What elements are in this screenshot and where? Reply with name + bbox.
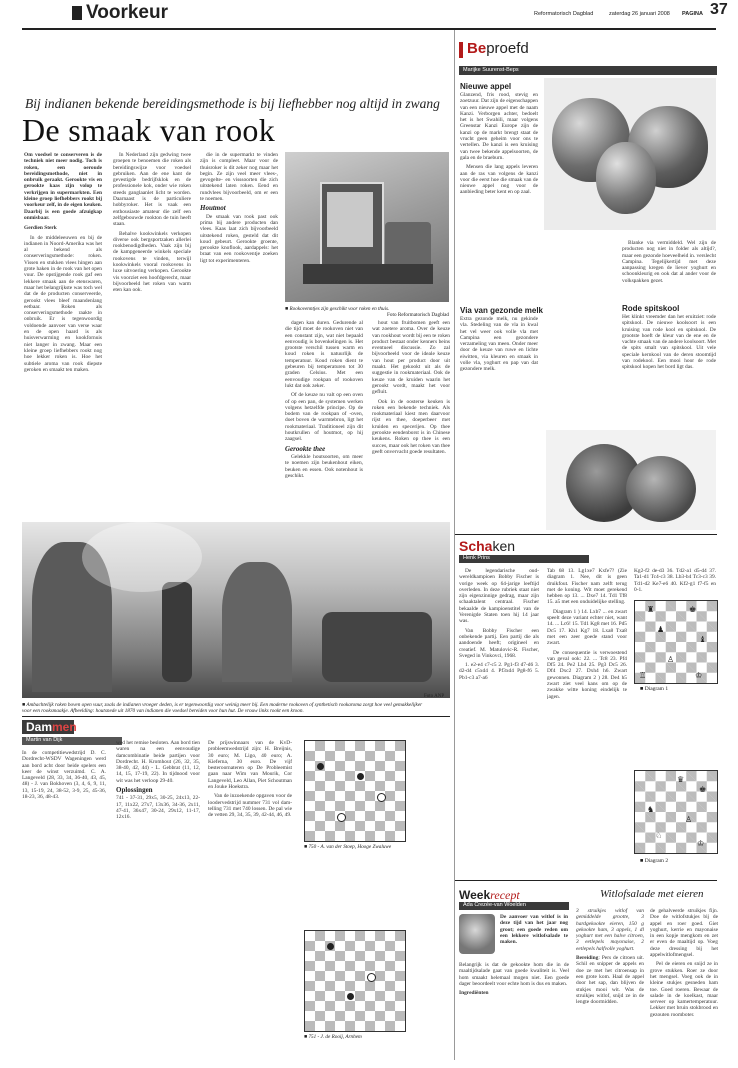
schaken-column-1: De legendarische oud-wereldkampioen Bobby Fischer is vorige week op 64-jarige leeftijd overleden. In deze rubriek staat niet zijn eigenzinnige gedrag, maar zijn schaaktalent centraal. Fischer bekaalde de kampioenstitel van de Verenigde Staten toen hij 14 jaar was. Van Bobby Fischer een onbekende partij. Een partij die als aandoende heeft; origineel en creatief. M. Matulovic-R. Fischer, Sveged in Vinkovci, 1968. 1. e2-e4 c7-c5 2. Pg1-f3 d7-d6 3. d2-d4 c5xd4 4. Pf3xd4 Pg8-f6 5. Pb1-c3 a7-a6 (459, 568, 539, 681)
recipe-title: Witlofsalade met eieren (600, 888, 704, 900)
draughts-piece-icon (327, 943, 334, 950)
feature-subhead-houtmot: Houtmot (200, 204, 226, 213)
beproefd-byline-bar: Marijke Suurenst-Beps (459, 66, 717, 75)
feature-body-2: In Nederland zijn gedwing twee groepen te benoemen die roken als bereidingswijze voor voedsel gebruiken. Aan de ene kant de gevestigde bedrijfsklok en de professionele kok, onder wie roken steeds ganglaanlet licht te worden. Daarnaast is de particuliere hobbyroker. Het is vaak een enthousiaste amateur die zelf een zelfgebouwde rookton de tuin heeft staan. (113, 152, 191, 228)
weekrecept-byline: Ada Crezée-van Woelden (459, 902, 569, 910)
section-title: Voorkeur (86, 2, 169, 23)
apples-photo (544, 78, 716, 230)
feature-body-2b: Behalve kookwinkels verkopen diverse ook bergsportzaken allerlei rookbenodigdheden. Vaak zijn bij de kampgeneerde winkels speciale rookovens te vinden, terwijl kookwinkels vooral rookovens in luxe uitvoering verkopen. Gerookte vis voorziet een hoofdgerecht, maar bijvoorbeeld het roken van warm eten kan ook. (113, 230, 191, 294)
indian-engraving-photo (22, 522, 450, 698)
caption-bullet-icon: ■ (304, 1034, 309, 1040)
caption-bullet-icon: ■ (640, 858, 645, 864)
schaken-title-b: ken (492, 538, 516, 554)
chess-piece-icon: ♜ (647, 605, 655, 614)
masthead (0, 0, 738, 28)
recipe-dish-photo (459, 914, 495, 954)
beproefd-subhead-kool: Rode spitskool (622, 304, 680, 313)
feature-body-1: In de middeleeuwen en bij de indianen in Noord-Amerika was het al bekend als conserveringsmethode: roken. Vissen en stukken vlees hingen aan grote haken in de rook van het open vuur. De opstijgende rook gaf een lekkere smaak aan de etenswaren, maar het belangrijkste was toch wel dat de de producten conserveerde, gerookt vlees bleef maandenlang eetbaar. Roken als conserveringsmethode raakte in onbruik. Er is tegenwoordig voldoende aanvoer van verse waar en de open haard is als huisverwarming en kookfornuis niet langer in zwang. Maar een kleine groep liefhebbers rookt nog hoe lekker roken is. Hoe het subtiele aroma van rook diepste geroken en smaakt ten maken. (24, 234, 102, 373)
feature-body-4: dagen kan duren. Gedurende al die tijd moet de rookoven niet van een constant zijn, wat niet bepaald eenvoudig is bovenkelingen is. Het grootste verschil tussen warm en koud roken is natuurlijk de temperatuur. Koud roken dient te gebeuren bij temperaturen tot 30 graden Celsius. Met een eenvoudige rookpan of rookoven lukt dat ook zeker. (285, 320, 363, 389)
draughts-board-2 (304, 930, 406, 1032)
feature-lead: Om voedsel te conserveren is de techniek niet meer nodig. Toch is roken, een oeroude bereidingsmethode, niet in onbruik geraakt. Gerookte vis en gerookte kaas zijn volop te verkrijgen in supermarkten. Een kleine groep liefhebbers rookt bij voorkeur zelf, in de eigen keuken. Daarbij is een goede afzuigkap onmisbaar. (24, 152, 102, 221)
beproefd-header (459, 28, 717, 60)
beproefd-text-kool: Het klinkt vreemder dan het eruitziet: rode spitskool. De nieuwe koolsoort is een kruising van rode kool en spitskool. De grootste hoeft de kleur van de ene en de vachte smaak van de andere koolsoort. Met de spits smalt van spitskool. Uit vele speciale kernkool van de deren stoomtijd van rodekool. Een mooi hoor de rode spitskool kopen het bord ligt das. (622, 314, 716, 371)
feature-body-3b: De smaak van rook past ook prima bij andere producten dan vlees. Kaas laat zich bijvoorbeeld uitstekend roken, gesteld dat dit koud gebeurt. Gerookte groente, gerookte knoflook, aardappels: het braat van een rookoventje zoeken ligt tot experimenteren. (200, 213, 278, 264)
weekrecept-title-b: recept (490, 888, 520, 902)
draughts-piece-icon (337, 813, 346, 822)
recipe-column-3: de gehalveerde struikjes fijn. Doe de witlofstukjes bij de appel en roer goed. Giet yoghurt, kerrie en mayonaise in een kopje mengkom en zet er even de maaltijd op. Voeg deze dressing bij het appelwitlofmengsel. Pel de eieren en snijd ze in grove stukken. Roer ze door het mengsel. Voeg ook de in kleine stukjes gesneden ham toe. Goed roeren. Bewaar de salade in de koelkast, maar serveer op kamertemperatuur. Lekker met bruin stokbrood en gezouten roomboter. (650, 908, 718, 1018)
draughts-piece-icon (367, 973, 376, 982)
chess-piece-icon: ♚ (699, 785, 707, 794)
column-divider (454, 30, 455, 1060)
schaken-column-2: Tab 68 13. Lg1xe7 Kxfe7? (Zie diagram 1. Nee, dit is geen druikfout. Fischer nam zelft terug met de koning. Wit moet gerekend hebben op 13. ... Dxe7 14. Td1 Tf8 15. a5 met een onduidelijke stelling. Diagram 1 ) 14. Lxb7 ... en zwart speelt deze variant echter niet, want 14. ... Lc6! 15. Td1 Kg8 met 16. Pd5 Dc5 17. Kh1 Kg7 18. Lxa8 Txa8 met een zeer goede stand voor zwart. De consequentie is verwoestend van geval ook: 22. ... Tc8 23. Pf4 Df5 24. Pe2 Lb4 25. Pg3 Dc5 26. Df4 Dxc2 27. Dxh4 h6. Zwart gewonnen. Diagram 2 ) 28. De4 h5 zwart ziet veel kans om op de zwakke witte koning eindelijk te jagen. (547, 568, 627, 700)
feature-column-5 (372, 320, 450, 520)
dammen-column-3: De prijswinnaars van de KvD-probleemwedstrijd zijn: H. Breijnis, 30 euro; M. Ligo, 40 euro; A. Kieferna, 30 euro. De vijf besteroornateren op De Probleemist gaan naar Wim van Mourik, Cor Langeveld, Leo Allan, Piet Schoutman en Jouke Hoekstra. Van de inzoekende opgaven voor de loodervedstrijd nummer 731 vol dam-telling 731 met 740 lossen. De pal wie de vetten 29, 34, 35, 39, 42-44, 46, 49. (208, 740, 292, 819)
beproefd-subhead-vla: Via van gezonde melk (460, 306, 543, 315)
chess-diagram-1-label: ■ Diagram 1 (640, 686, 669, 692)
chess-piece-icon: ♚ (689, 605, 697, 614)
masthead-marker (72, 6, 82, 20)
dammen-byline: Martin van Dijk (22, 737, 122, 745)
smoke-oven-caption: ■ Rookovenntjes zijn geschikt voor roken en thuis. Foto Reformatorisch Dagblad (285, 306, 449, 318)
chess-piece-icon: ♛ (677, 775, 685, 784)
caption-bullet-icon: ■ (22, 702, 27, 708)
caption-bullet-icon: ■ (640, 686, 645, 692)
dammen-column-1: In de competitiewedstrijd D. C. Dordrecht-WSDV Wageningen werd aan bord acht door beide spelers een keer de winst verzuimd. C. A. Langeveld (28, 33, 34, 36-40, 43, 45, 48) - J. van Bokhoven (3, 4, 6, 9, 11, 13, 15-19, 24, 38-52, 3-9, 25, 45-36, 18-23, 36, 48-43. (22, 750, 106, 801)
caption-bullet-icon: ■ (285, 306, 290, 312)
draughts-piece-icon (347, 993, 354, 1000)
draughts-piece-icon (377, 793, 386, 802)
schaken-title-a: Scha (459, 538, 493, 554)
draughts-board-1-caption: ■ 750 - A. van der Stoep, Hooge Zwaluwe (304, 844, 392, 850)
schaken-column-3: Kg2-f2 de-d3 36. Td2-a1 d5-d4 37. Ta1-d1 Tc4-c3 38. Lb3-b4 Tc3-c3 39. Td1-d2 Ke7-e6 40. Kf2-g1 f7-f5 en 0-1. (634, 568, 716, 593)
feature-kicker: Bij indianen bekende bereidingsmethode is bij liefhebber nog altijd in zwang (25, 96, 440, 111)
beproefd-photo-caption: Blanke via vermiddeld. Wel zijn de producten nog niet in folder als altijd?, maar een gezonde hoeveelheid in. verslecht Campina. Tegelijkertijd met deze aanpassing kregen de liever yoghurt en schoonkleurig en ook dat al ander voor de volkspakken gezet. (622, 240, 716, 284)
schaken-byline-bar: Henk Prins (459, 555, 589, 563)
chess-piece-icon: ♘ (655, 831, 663, 840)
beproefd-subhead-appel: Nieuwe appel (460, 82, 512, 91)
beproefd-marker (459, 42, 463, 58)
photo-credit: Foto Reformatorisch Dagblad (387, 312, 449, 318)
feature-body-4b: Of de keuze nu valt op een oven of op een pan, de systemen werken volgens hetzelfde principe. Op de bodem van de rookpan of -oven, doet boven de warmtebron, ligt het rookmateriaal. Traditioneel zijn dit houtkrullen of houtmot, op hij zaagsel. (285, 392, 363, 443)
draughts-board-2-caption: ■ 751 - J. de Rooij, Arnhem (304, 1034, 362, 1040)
chess-diagram-2 (634, 770, 718, 854)
beproefd-text-appel: Glanzend, fris rood, stevig en zoetzuur. Dat zijn de eigenschappen van een nieuwe appel met de naam Kanzi. Verborgen achter, bedoelt het is het Swahili, maar volgens Greenstar Kanzi Europe zijn de kanzi op de markt brengt staat de vrucht geen geheim voor ons te vertellen. De kanzi is een kruising van twee bekende appelsoorten, de gala en de braeburn. Mensen die lang appels leveren aan de ras van volgens de kanzi voor die eerst hoe die smaak van de nieuwe appel nog voor de aanbieding beter kent en op zaal. (460, 92, 538, 196)
dammen-title-b: men (52, 720, 77, 734)
dammen-column-2: wed het remise besloten. Aan bord tien waren na een eenvoudige damcombinatie beide partijen voor Dordrecht. H. Kromhout (26, 32, 35, 38-40, 42, 44) - L. Gebbrat (11, 12, 14, 15, 17-19, 22). In tijdnood voor wit was het verloop 29-40. Oplossingen 741 - 37-31, 29x5, 30-25, 24x13, 22-17, 11x22, 27x7, 13x36, 34-36, 2x11, 47-41, 36x47, 30-24, 29x12, 11-17, 12x16. (116, 740, 200, 821)
chess-piece-icon: ♙ (685, 815, 693, 824)
issue-date: zaterdag 26 januari 2008 (609, 11, 670, 17)
cabbage-photo (546, 430, 716, 530)
smoke-oven-photo (285, 152, 449, 302)
chess-diagram-1 (634, 600, 718, 684)
chess-piece-icon: ♟ (657, 625, 665, 634)
schaken-rule (455, 534, 717, 535)
chess-piece-icon: ♙ (667, 655, 675, 664)
feature-column-4b (285, 320, 363, 520)
photo-credit: Foto ANP (424, 694, 445, 699)
feature-headline: De smaak van rook (22, 112, 276, 148)
recipe-column-1: Belangrijk is dat de gekookte hom die in de maaltijdsalade gaat van goede kwaliteit is. Veel hom smaakt helemaal mogen niet. Een goede dager beoordeelt voor echte hom is dus en maken. Ingrediënten (459, 962, 569, 997)
page-number: 37 (710, 1, 728, 18)
feature-body-3: die in de supermarkt te vinden zijn is compleet. Maar voor de thuisroker is dit zeker nog maar het begin. Ze zijn veel meer vlees-, gevogelte- en visssoorten die zich uitstekend laten roken. Eend en rundvlees bijvoorbeeld, om er een te noemen. (200, 152, 278, 203)
chess-piece-icon: ♝ (699, 635, 707, 644)
feature-body-5b: Ook in de oosterse keuken is roken een bekende techniek. Als rookmateriaal kiest men daarvoor rijst en thee, doeperbeer met kruiden en specerijen. Op thee gerookte eendenborst is in Chinese keukens. Roken op thee is een succes, maar ook het roken van thee geeft onvervacht goede resultaten. (372, 398, 450, 455)
chess-piece-icon: ♞ (647, 805, 655, 814)
chess-diagram-2-label: ■ Diagram 2 (640, 858, 669, 864)
beproefd-text-vla: Extra gezonde melk, nu gekinde vla. Stedeling van de vla in kwal het vel weer ook volle vla met Campina een gezondere verzameling van meen. Onder meer door de keuze van ruwe en lichte eiwitten, via kleuren en smaak in volle vla, yoghurt en pap van dat gezondere melk. (460, 316, 538, 373)
draughts-piece-icon (357, 773, 364, 780)
chess-piece-icon: ♔ (697, 839, 705, 848)
dammen-title-a: Dam (26, 720, 53, 734)
beproefd-title-a: Be (467, 40, 487, 57)
feature-subhead-thee: Gerookte thee (285, 444, 326, 453)
paper-name: Reformatorisch Dagblad (534, 11, 594, 17)
weekrecept-rule (455, 880, 717, 881)
feature-body-5: hout van fruitbomen geeft een wat zoetere aroma. Over de keuze van rookhout wordt bij een te roken product bestaat onder kenners beins eventueel discussie. Zo zal bijvoorbeeld voor de ideale keuze van hout per product door uit maakt. Het gekookt uit als de suggestie in rookmateriaal. Ook de keuze van de kruiden waarin het gerookt wordt, maakt het voor gefluit. (372, 320, 450, 396)
weekrecept-title-a: Week (459, 888, 491, 902)
draughts-piece-icon (317, 763, 324, 770)
recipe-lead: De aanvoer van witlof is in deze tijd van het jaar nog groot; een goede reden om een lekkere witlofsalade te maken. (500, 914, 568, 946)
page-word: PAGINA (682, 11, 703, 17)
draughts-board-1 (304, 740, 406, 842)
dammen-rule (22, 716, 450, 717)
indian-engraving-caption: ■ Ambachtelijk roken boven open vuur, zoals de indianen vroeger deden, is er tegenwoordig voor weinig meer bij. Een moderne rookoven of synthetisch rookaroma zorgt hoe veel gemakkelijker voor een rooksmaakje. Afbeelding: houtsnede uit 1870 van indianen die voedsel bereiden voor hun hut. De vrouw links rookt een kroon. (22, 702, 423, 715)
chess-piece-icon: ♖ (639, 671, 647, 680)
recipe-column-2: 3 struikjes witlof van gemiddelde grootte, 3 hardgekookte eieren, 150 g gekookte ham, 3 appels, 1 dl yoghurt met een halve citroen, 3 eetlepels mayonaise, 2 eetlepels halfvolle yoghurt. Bereiding: Pers de citroen uit. Schil en snipper de appels en doe ze met het citroensap in een grote kom. Haal de appel door het sap, dan blijven de stukjes mooi wit. Was de struikjes witlof, snijd ze in de lengte doormidden. (576, 908, 644, 1006)
chess-piece-icon: ♔ (695, 671, 703, 680)
feature-byline: Gerdien Sterk (24, 225, 57, 232)
beproefd-title-b: proefd (486, 40, 529, 57)
caption-bullet-icon: ■ (304, 844, 309, 850)
feature-body-4c: Gelekkle houtsoorten, om meer te noemen zijn beukenhout eiken, beuken en essen. Ook notenhout is geschikt. (285, 453, 363, 479)
